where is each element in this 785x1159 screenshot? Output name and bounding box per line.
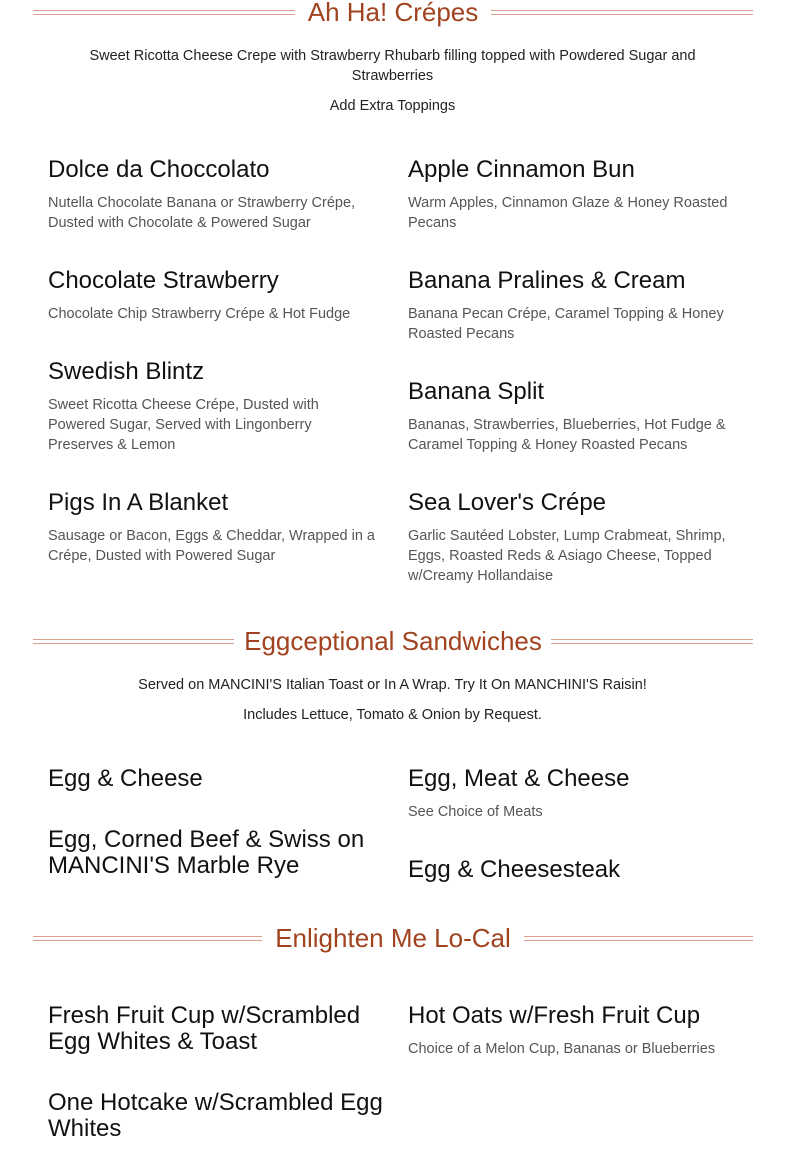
item-name: Hot Oats w/Fresh Fruit Cup bbox=[408, 1002, 701, 1029]
menu-item bbox=[48, 157, 378, 233]
item-description: Choice of a Melon Cup, Bananas or Blueberries bbox=[408, 1041, 716, 1057]
menu-item bbox=[408, 379, 743, 455]
section-title: Ah Ha! Crépes bbox=[307, 0, 479, 27]
item-name: Sea Lover's Crépe bbox=[408, 489, 607, 516]
item-name: Chocolate Strawberry bbox=[48, 267, 279, 294]
item-name: Swedish Blintz bbox=[48, 358, 205, 385]
item-name: Banana Pralines & Cream bbox=[408, 267, 686, 294]
item-name: Egg, Meat & Cheese bbox=[408, 765, 630, 792]
item-name: One Hotcake w/Scrambled Egg Whites bbox=[48, 1089, 383, 1142]
item-description: Chocolate Chip Strawberry Crépe & Hot Fudge bbox=[48, 306, 351, 322]
item-description: See Choice of Meats bbox=[408, 804, 543, 820]
menu-item bbox=[408, 1003, 743, 1059]
item-name: Dolce da Choccolato bbox=[48, 156, 270, 183]
item-name: Fresh Fruit Cup w/Scrambled Egg Whites & Toast bbox=[48, 1002, 361, 1055]
section-intro: Sweet Ricotta Cheese Crepe with Strawberry Rhubarb filling topped with Powdered Sugar and Strawberries bbox=[89, 48, 696, 84]
item-name: Apple Cinnamon Bun bbox=[408, 156, 635, 183]
item-description: Garlic Sautéed Lobster, Lump Crabmeat, Shrimp, Eggs, Roasted Reds & Asiago Cheese, Topped w/Creamy Hollandaise bbox=[408, 528, 726, 584]
item-name: Egg, Corned Beef & Swiss on MANCINI'S Marble Rye bbox=[48, 826, 365, 879]
section-intro: Served on MANCINI'S Italian Toast or In A Wrap. Try It On MANCHINI'S Raisin! bbox=[138, 677, 647, 693]
menu-item bbox=[408, 857, 743, 883]
item-name: Egg & Cheesesteak bbox=[408, 856, 621, 883]
menu-item bbox=[408, 268, 743, 344]
item-description: Nutella Chocolate Banana or Strawberry Crépe, Dusted with Chocolate & Powered Sugar bbox=[48, 195, 356, 231]
item-description: Bananas, Strawberries, Blueberries, Hot Fudge & Caramel Topping & Honey Roasted Pecans bbox=[408, 417, 726, 453]
section-intro-note: Includes Lettuce, Tomato & Onion by Request. bbox=[243, 707, 542, 723]
section-header-sandwiches bbox=[33, 621, 753, 661]
menu-item bbox=[48, 268, 378, 324]
item-description: Banana Pecan Crépe, Caramel Topping & Honey Roasted Pecans bbox=[408, 306, 724, 342]
menu-item bbox=[408, 490, 743, 586]
section-title: Enlighten Me Lo-Cal bbox=[275, 923, 511, 953]
section-header-crepes bbox=[33, 0, 753, 32]
item-name: Egg & Cheese bbox=[48, 765, 203, 792]
section-title: Eggceptional Sandwiches bbox=[244, 626, 542, 656]
item-name: Pigs In A Blanket bbox=[48, 489, 229, 516]
menu-item bbox=[48, 766, 378, 792]
menu-item bbox=[408, 766, 743, 822]
menu-item bbox=[48, 1003, 388, 1055]
item-name: Banana Split bbox=[408, 378, 545, 405]
menu-item bbox=[48, 1090, 388, 1142]
section-header-lo-cal bbox=[33, 918, 753, 958]
item-description: Sausage or Bacon, Eggs & Cheddar, Wrapped in a Crépe, Dusted with Powered Sugar bbox=[48, 528, 376, 564]
item-description: Sweet Ricotta Cheese Crépe, Dusted with Powered Sugar, Served with Lingonberry Preserves & Lemon bbox=[48, 397, 319, 453]
menu-item bbox=[48, 359, 348, 455]
menu-item bbox=[48, 490, 378, 566]
menu-item bbox=[48, 827, 378, 879]
item-description: Warm Apples, Cinnamon Glaze & Honey Roasted Pecans bbox=[408, 195, 728, 231]
section-intro-note: Add Extra Toppings bbox=[329, 98, 456, 114]
menu-item bbox=[408, 157, 743, 233]
